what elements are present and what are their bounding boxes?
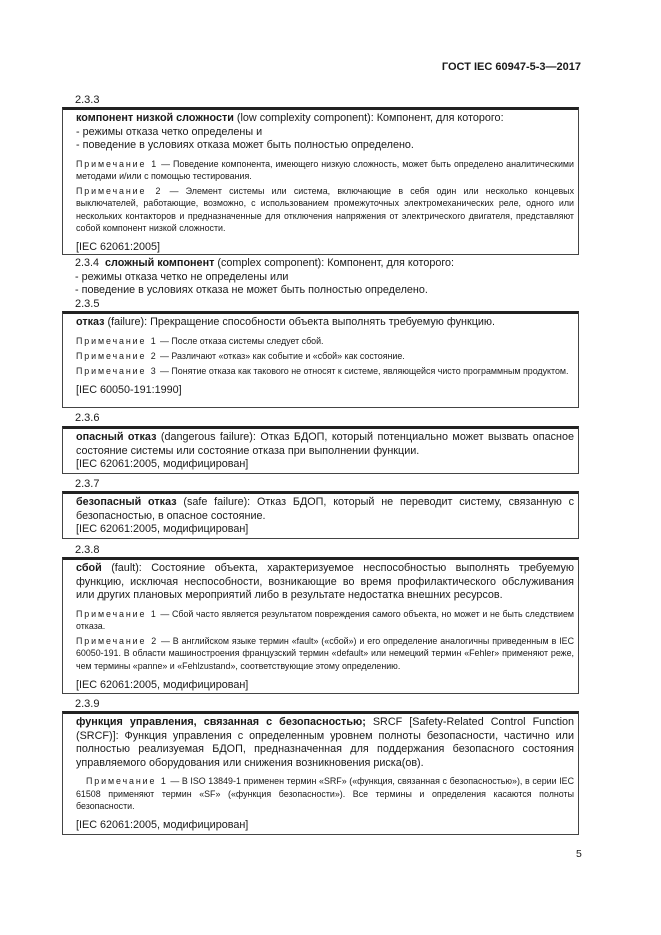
source-reference: [IEC 62061:2005, модифицирован] bbox=[76, 818, 249, 831]
clause-number-2-3-5: 2.3.5 bbox=[75, 298, 100, 310]
definition-text bbox=[76, 496, 574, 523]
term: безопасный отказ bbox=[76, 496, 177, 508]
note-label: Примечание 1 bbox=[86, 776, 168, 787]
definition-box-2-3-5 bbox=[62, 311, 579, 408]
clause-number-2-3-7: 2.3.7 bbox=[75, 478, 100, 490]
list-item: - поведение в условиях отказа может быть полностью определено. bbox=[76, 139, 414, 152]
source-reference: [IEC 62061:2005, модифицирован] bbox=[76, 458, 249, 471]
definition-box-2-3-3 bbox=[62, 107, 579, 255]
term: компонент низкой сложности bbox=[76, 112, 234, 124]
note bbox=[76, 775, 574, 812]
term-definition: (dangerous failure): Отказ БДОП, который потенциально может вызвать опасное состояние системы или состояние отказа при выполнении функции. bbox=[76, 431, 574, 457]
note-text: — Элемент системы или система, включающие в себя один или несколько концевых выключателей, работающие, возможно, с использованием промежуточных электромеханических реле, одного или нескольких контакторов и предназначенные для отключения напряжения от электрического двигателя, представляют собой компонент низкой сложности. bbox=[76, 186, 575, 233]
note bbox=[76, 185, 574, 234]
clause-number-2-3-6: 2.3.6 bbox=[75, 412, 100, 424]
note bbox=[76, 635, 574, 672]
document-header: ГОСТ IEC 60947-5-3—2017 bbox=[441, 61, 581, 73]
definition-text bbox=[76, 316, 574, 330]
definition-box-2-3-8 bbox=[62, 557, 579, 694]
definition-box-2-3-9 bbox=[62, 711, 579, 835]
list-item: - поведение в условиях отказа не может быть полностью определено. bbox=[75, 284, 428, 297]
note-text: — Понятие отказа как такового не относят к системе, являющейся чисто программным продуктом. bbox=[157, 366, 569, 376]
clause-number-2-3-3: 2.3.3 bbox=[75, 94, 100, 106]
note-label: Примечание 2 bbox=[76, 636, 159, 647]
note-label: Примечание 2 bbox=[76, 350, 158, 361]
note bbox=[76, 608, 574, 632]
term-definition: SRCF [Safety-Related Control Function (SRCF)]: Функция управления с определенным уровнем полноты безопасности, частично или полностью реализуемая БДОП, предназначенная для поддержания безопасного состояния управляемого оборудования или снижения возникновения риска(ов). bbox=[76, 716, 575, 769]
note bbox=[76, 158, 574, 182]
definition-text bbox=[76, 112, 574, 126]
clause-number-2-3-8: 2.3.8 bbox=[75, 544, 100, 556]
definition-2-3-4 bbox=[75, 257, 575, 298]
term: функция управления, связанная с безопасностью; bbox=[76, 716, 366, 728]
note-label: Примечание 1 bbox=[76, 335, 158, 346]
note-label: Примечание 1 bbox=[76, 158, 159, 169]
definition-text bbox=[76, 716, 574, 770]
term-definition: (complex component): Компонент, для которого: bbox=[214, 257, 455, 269]
note-text: — В английском языке термин «fault» («сбой») и его определение аналогичны приведенным в IEC 60050-191. В области машиностроения французский термин «default» или немецкий термин «Fehler» применяют реже, чем термины «panne» и «Fehlzustand», соответствующие этому определению. bbox=[76, 636, 574, 671]
note-label: Примечание 3 bbox=[76, 366, 158, 376]
term: сложный компонент bbox=[105, 257, 215, 269]
note-label: Примечание 1 bbox=[76, 608, 158, 619]
definition-text bbox=[76, 431, 574, 458]
note-label: Примечание 2 bbox=[76, 186, 163, 197]
note-text: — Поведение компонента, имеющего низкую сложность, может быть определено аналитическими методами и/или с помощью тестирования. bbox=[76, 158, 574, 181]
term: сбой bbox=[76, 562, 102, 574]
clause-number-2-3-4: 2.3.4 bbox=[75, 257, 100, 269]
note bbox=[76, 365, 574, 377]
source-reference: [IEC 62061:2005, модифицирован] bbox=[76, 523, 249, 536]
note-text: — После отказа системы следует сбой. bbox=[157, 335, 324, 346]
clause-number-2-3-9: 2.3.9 bbox=[75, 698, 100, 710]
definition-box-2-3-7 bbox=[62, 491, 579, 539]
note bbox=[76, 335, 574, 347]
source-reference: [IEC 60050-191:1990] bbox=[76, 384, 182, 397]
source-reference: [IEC 62061:2005, модифицирован] bbox=[76, 678, 249, 691]
note bbox=[76, 350, 574, 362]
list-item: - режимы отказа четко определены и bbox=[76, 125, 263, 138]
list-item: - режимы отказа четко не определены или bbox=[75, 270, 289, 283]
term: опасный отказ bbox=[76, 431, 157, 443]
definition-text bbox=[76, 562, 574, 603]
term-definition: (safe failure): Отказ БДОП, который не переводит систему, связанную с безопасностью, в опасное состояние. bbox=[76, 496, 574, 522]
note-text: — Сбой часто является результатом повреждения самого объекта, но может и не быть следствием отказа. bbox=[76, 608, 574, 631]
definition-text bbox=[75, 257, 575, 271]
page-number: 5 bbox=[576, 848, 582, 860]
note-text: — Различают «отказ» как событие и «сбой» как состояние. bbox=[157, 350, 405, 361]
term-definition: (low complexity component): Компонент, для которого: bbox=[233, 112, 504, 124]
definition-box-2-3-6 bbox=[62, 426, 579, 474]
term-definition: (fault): Состояние объекта, характеризуемое неспособностью выполнять требуемую функцию, исключая неспособности, возникающие во время профилактического обслуживания или других плановых мероприятий либо в результате недостатка внешних ресурсов. bbox=[76, 562, 574, 602]
term: отказ bbox=[76, 316, 105, 328]
source-reference: [IEC 62061:2005] bbox=[76, 241, 161, 253]
term-definition: (failure): Прекращение способности объекта выполнять требуемую функцию. bbox=[104, 316, 496, 328]
note-text: — В ISO 13849-1 применен термин «SRF» («функция, связанная с безопасностью»), в серии IEC 61508 применяют термин «SF» («функция безопасности»). Все термины и определения касаются полноты безопасности. bbox=[76, 776, 574, 811]
